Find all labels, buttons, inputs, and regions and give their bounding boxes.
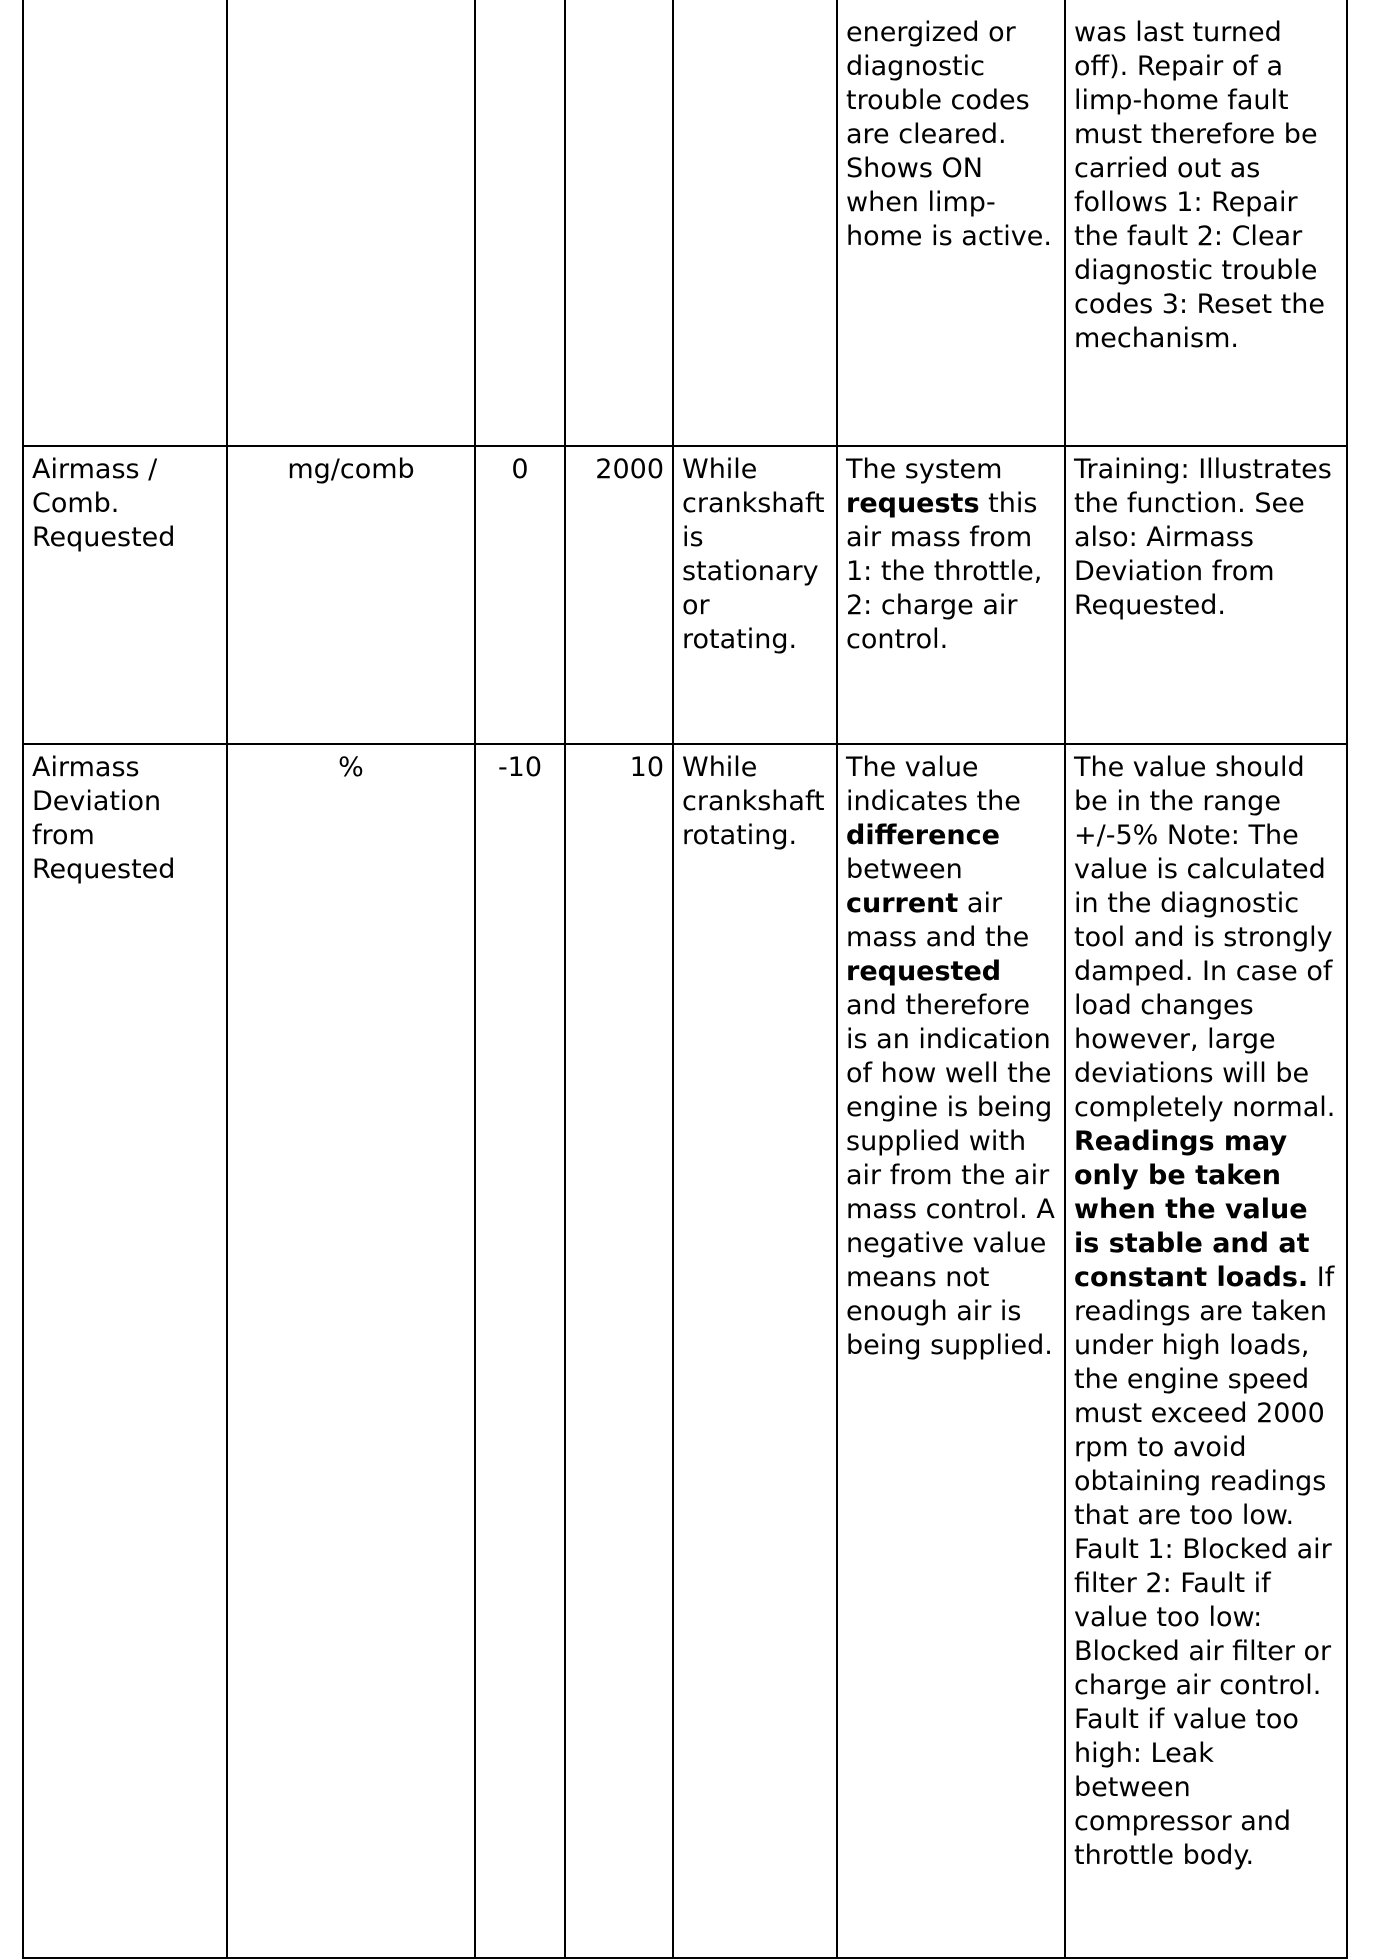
condition-cell: While crankshaft rotating. <box>673 744 837 1958</box>
description-text: energized or diagnostic trouble codes are cleared. Shows ON when limp-home is active. <box>846 17 1052 252</box>
comment-text: was last turned off). Repair of a limp-home fault must therefore be carried out as follows 1: Repair the fault 2: Clear diagnostic trouble codes 3: Reset the mechanism. <box>1074 17 1325 354</box>
description-cell <box>837 0 1065 446</box>
parameter-cell <box>23 0 227 446</box>
comment-text: The value should be in the range +/-5% Note: The value is calculated in the diagnostic tool and is strongly damped. In case of load changes however, large deviations will be completely normal. <box>1074 752 1336 1123</box>
description-bold-text: requests <box>846 488 980 519</box>
table-row-continued <box>23 0 1347 446</box>
description-text: The system <box>846 454 1003 485</box>
description-text: this air mass from 1: the throttle, 2: charge air control. <box>846 488 1043 655</box>
parameter-table <box>22 0 1348 1959</box>
parameter-cell: Airmass Deviation from Requested <box>23 744 227 1958</box>
min-cell <box>475 0 565 446</box>
comment-text: Training: Illustrates the function. See also: Airmass Deviation from Requested. <box>1074 454 1332 621</box>
description-text: air mass and the <box>846 888 1030 953</box>
min-cell: 0 <box>475 446 565 744</box>
description-text: The value indicates the <box>846 752 1021 817</box>
description-cell <box>837 744 1065 1958</box>
description-cell <box>837 446 1065 744</box>
condition-cell <box>673 0 837 446</box>
unit-cell: mg/comb <box>227 446 475 744</box>
description-text: and therefore is an indication of how well the engine is being supplied with air from the air mass control. A negative value means not enough air is being supplied. <box>846 990 1055 1361</box>
unit-cell: % <box>227 744 475 1958</box>
max-cell: 10 <box>565 744 673 1958</box>
comment-cell <box>1065 744 1347 1958</box>
condition-cell: While crankshaft is stationary or rotating. <box>673 446 837 744</box>
table-row-airmass-requested <box>23 446 1347 744</box>
description-bold-text: current <box>846 888 959 919</box>
comment-bold-text: Readings may only be taken when the value is stable and at constant loads. <box>1074 1126 1310 1293</box>
max-cell <box>565 0 673 446</box>
comment-cell <box>1065 0 1347 446</box>
unit-cell <box>227 0 475 446</box>
table-row-airmass-deviation <box>23 744 1347 1958</box>
description-bold-text: difference <box>846 820 1000 851</box>
comment-text: If readings are taken under high loads, the engine speed must exceed 2000 rpm to avoid obtaining readings that are too low. Fault 1: Blocked air filter 2: Fault if value too low: Blocked air filter or charge air control. Fault if value too high: Leak between compressor and throttle body. <box>1074 1262 1335 1871</box>
parameter-cell: Airmass / Comb. Requested <box>23 446 227 744</box>
comment-cell <box>1065 446 1347 744</box>
min-cell: -10 <box>475 744 565 1958</box>
max-cell: 2000 <box>565 446 673 744</box>
description-bold-text: requested <box>846 956 1002 987</box>
description-text: between <box>846 854 963 885</box>
